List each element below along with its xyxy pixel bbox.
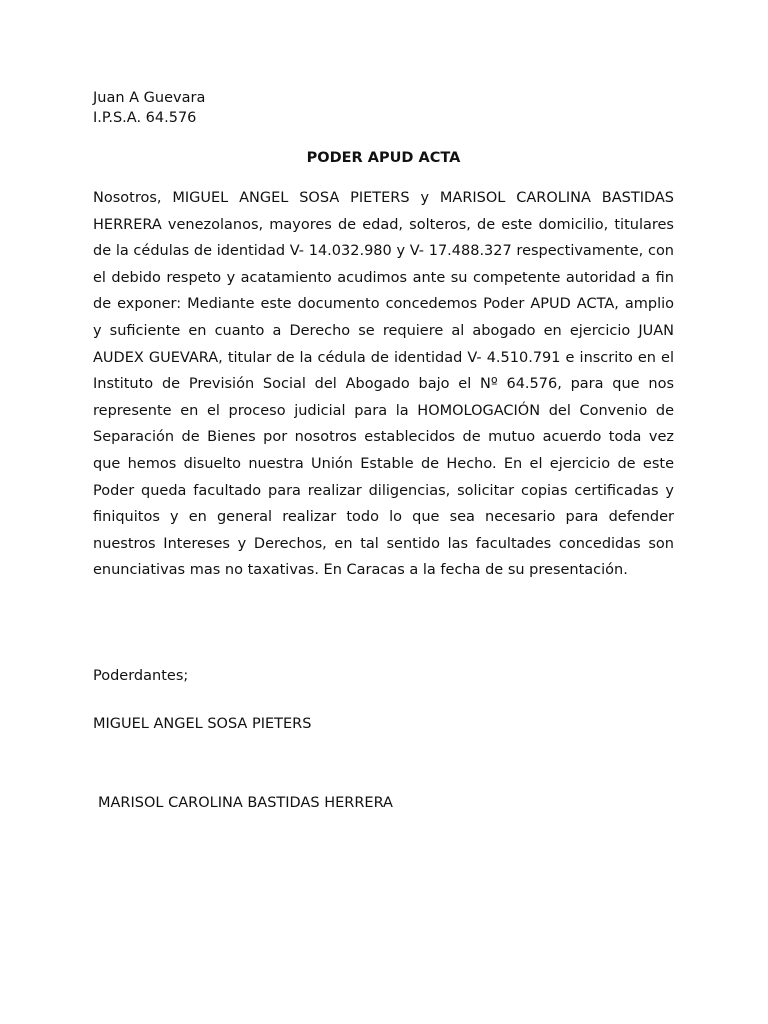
closing-label: Poderdantes; <box>93 668 189 684</box>
signer-name: MIGUEL ANGEL SOSA PIETERS <box>93 716 312 732</box>
signer-name: MARISOL CAROLINA BASTIDAS HERRERA <box>98 795 393 811</box>
author-registry: I.P.S.A. 64.576 <box>93 110 197 126</box>
author-name: Juan A Guevara <box>93 90 206 106</box>
document-body: Nosotros, MIGUEL ANGEL SOSA PIETERS y MARISOL CAROLINA BASTIDAS HERRERA venezolanos, mayores de edad, solteros, de este domicilio, titulares de la cédulas de identidad V- 14.032.980 y V- 17.488.327 respectivamente, con el debido respeto y acatamiento acudimos ante su competente autoridad a fin de exponer: Mediante este documento concedemos Poder APUD ACTA, amplio y suficiente en cuanto a Derecho se requiere al abogado en ejercicio JUAN AUDEX GUEVARA, titular de la cédula de identidad V- 4.510.791 e inscrito en el Instituto de Previsión Social del Abogado bajo el Nº 64.576, para que nos represente en el proceso judicial para la HOMOLOGACIÓN del Convenio de Separación de Bienes por nosotros establecidos de mutuo acuerdo toda vez que hemos disuelto nuestra Unión Estable de Hecho. En el ejercicio de este Poder queda facultado para realizar diligencias, solicitar copias certificadas y finiquitos y en general realizar todo lo que sea necesario para defender nuestros Intereses y Derechos, en tal sentido las facultades concedidas son enunciativas mas no taxativas. En Caracas a la fecha de su presentación. <box>93 190 674 579</box>
author-header <box>93 88 205 128</box>
document-title: PODER APUD ACTA <box>306 150 461 166</box>
